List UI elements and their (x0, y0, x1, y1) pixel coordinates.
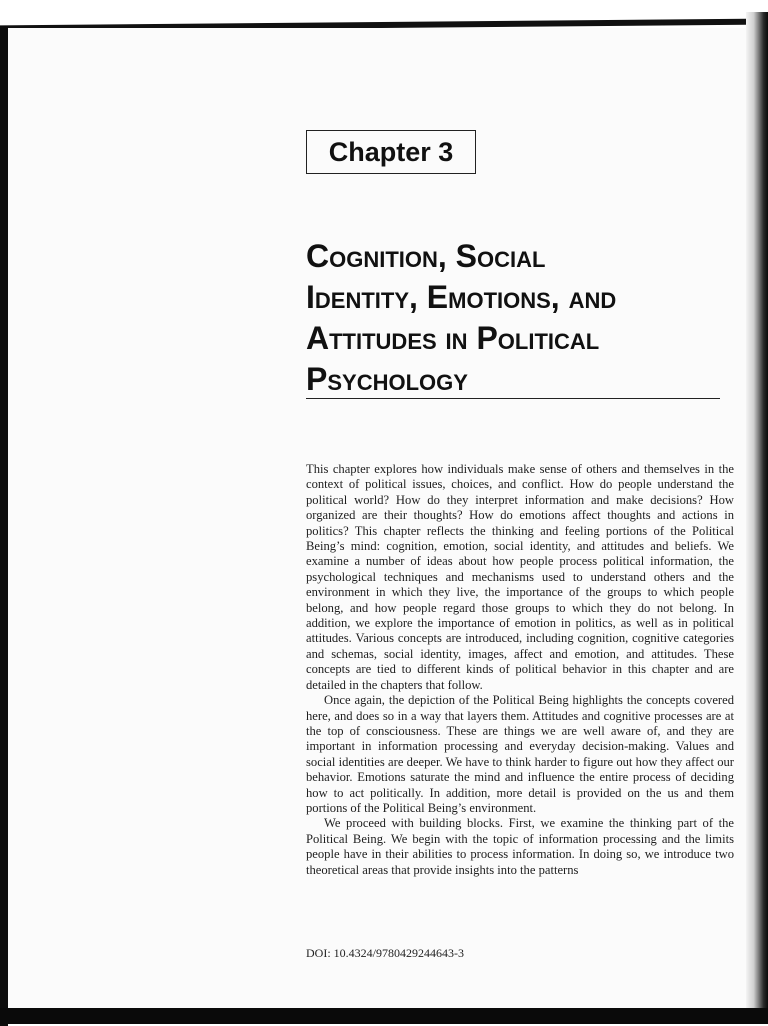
body-paragraph: Once again, the depiction of the Political Being highlights the concepts covered here, and does so in a way that layers them. Attitudes and cognitive processes are at the top of consciousness. These are things we are well aware of, and they are important in information processing and everyday decision-making. Values and social identities are deeper. We have to think harder to figure out how they affect our behavior. Emotions saturate the mind and influence the entire process of deciding how to act politically. In addition, more detail is provided on the us and them portions of the Political Being’s environment. (306, 693, 734, 815)
scan-edge-bottom (0, 1008, 768, 1024)
scan-edge-left (0, 26, 8, 1026)
chapter-label: Chapter 3 (328, 136, 454, 167)
chapter-title-line: Psychology (306, 361, 468, 397)
scan-edge-right (746, 12, 768, 1024)
chapter-title-line: Attitudes in Political (306, 320, 600, 356)
chapter-label-box (306, 130, 476, 174)
title-rule (306, 398, 720, 399)
body-paragraph: This chapter explores how individuals make sense of others and themselves in the context of political issues, choices, and conflict. How do people understand the political world? How do they interpret information and make decisions? How organized are their thoughts? How do emotions affect thoughts and actions in politics? This chapter reflects the thinking and feeling portions of the Political Being’s mind: cognition, emotion, social identity, and attitudes and beliefs. We examine a number of ideas about how people process political information, the psychological techniques and mechanisms used to understand others and the environment in which they live, the importance of the groups to which people belong, and how people regard those groups to which they do not belong. In addition, we explore the importance of emotion in politics, as well as in political attitudes. Various concepts are introduced, including cognition, cognitive categories and schemas, social identity, images, affect and emotion, and attitudes. These concepts are tied to different kinds of political behavior in this chapter and are detailed in the chapters that follow. (306, 462, 734, 692)
body-paragraph: We proceed with building blocks. First, we examine the thinking part of the Political Being. We begin with the topic of information processing and the limits people have in their abilities to process information. In doing so, we introduce two theoretical areas that provide insights into the patterns (306, 816, 734, 877)
doi-footer: DOI: 10.4324/9780429244643-3 (306, 946, 464, 960)
chapter-title (306, 236, 726, 400)
chapter-title-line: Cognition, Social (306, 238, 546, 274)
body-text (306, 462, 734, 878)
chapter-title-line: Identity, Emotions, and (306, 279, 617, 315)
